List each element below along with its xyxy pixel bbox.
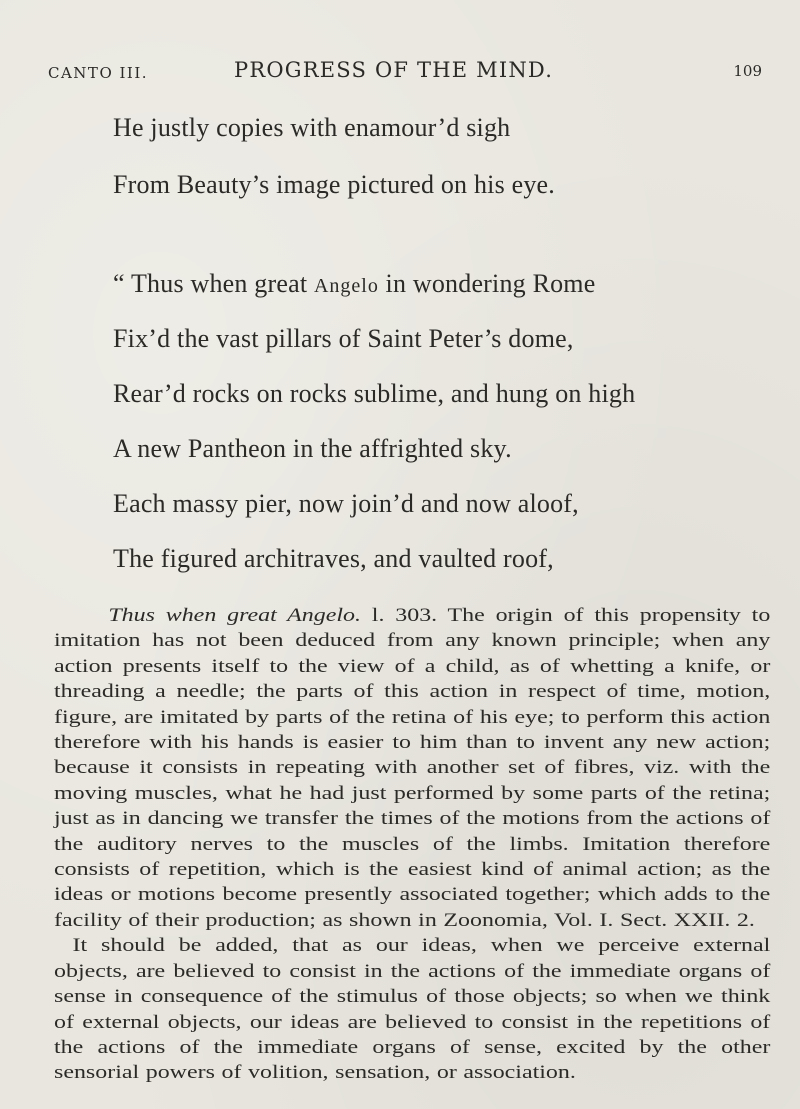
page-number: 109 <box>733 62 762 80</box>
verse-line: Each massy pier, now join’d and now aloof, <box>113 489 579 518</box>
verse-line: The figured architraves, and vaulted roof, <box>113 544 554 573</box>
canto-label: CANTO III. <box>48 64 149 82</box>
verse-line: He justly copies with enamour’d sigh <box>113 113 511 142</box>
verse-smallcaps: Angelo <box>313 275 379 297</box>
footnote-lemma: Thus when great Angelo. <box>108 605 361 626</box>
verse-line: Fix’d the vast pillars of Saint Peter’s dome, <box>113 324 574 353</box>
verse-text: in wondering Rome <box>378 269 596 298</box>
footnote-text: l. 303. The origin of this propensity to imitation has not been deduced from any known principle; when any action presents itself to the view of a child, as of whetting a knife, or threading a needle; the parts of this action in respect of time, motion, figure, are imitated by parts of the retina of his eye; to perform this action therefore with his hands is easier to him than to invent any new action; because it consists in repeating with another set of fibres, viz. with the moving muscles, what he had just performed by some parts of the retina; just as in dancing we transfer the times of the motions from the actions of the auditory nerves to the muscles of the limbs. Imitation therefore consists of repetition, which is the easiest kind of animal action; as the ideas or motions become presently associated together; which adds to the facility of their production; as shown in Zoonomia, Vol. I. Sect. XXII. 2. <box>54 605 771 931</box>
verse-line <box>113 271 595 297</box>
running-head <box>40 58 762 98</box>
running-title: PROGRESS OF THE MIND. <box>234 58 554 82</box>
footnote-paragraph <box>54 603 770 933</box>
verse-line: From Beauty’s image pictured on his eye. <box>113 170 555 199</box>
verse-text: “ Thus when great <box>113 269 314 298</box>
footnote-paragraph: It should be added, that as our ideas, when we perceive external objects, are believed to consist in the actions of the immediate organs of sense in consequence of the stimulus of those objects; so when we think of external objects, our ideas are believed to consist in the repetitions of the actions of the immediate organs of sense, excited by the other sensorial powers of volition, sensation, or association. <box>54 935 771 1084</box>
footnote <box>54 603 770 1086</box>
verse-line: Rear’d rocks on rocks sublime, and hung on high <box>113 379 636 408</box>
verse-line: A new Pantheon in the affrighted sky. <box>113 434 512 463</box>
